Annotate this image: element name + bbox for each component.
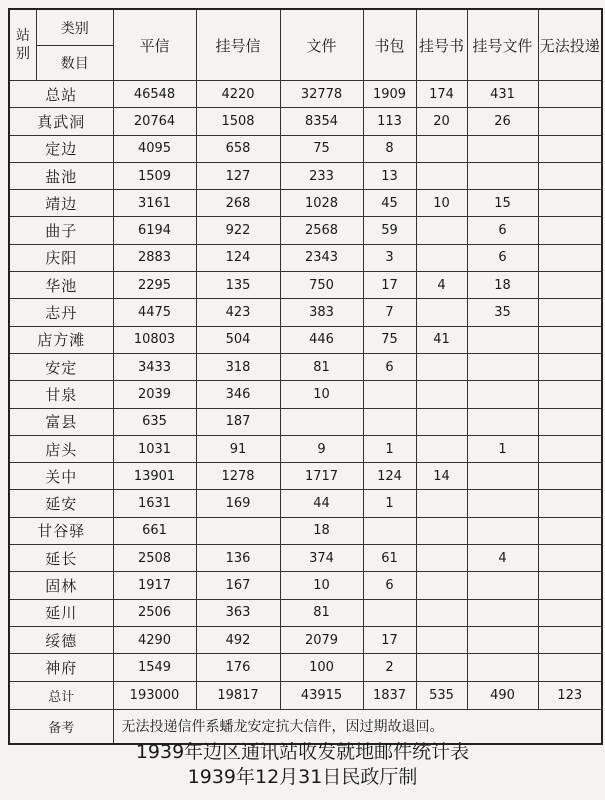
count-cell: 2506 [113,599,196,626]
count-cell [363,599,416,626]
count-cell: 8354 [280,108,363,135]
total-row [9,681,602,709]
count-cell: 1509 [113,162,196,189]
column-header: 挂号书 [416,9,467,81]
count-cell [538,572,602,599]
count-cell: 18 [467,272,538,299]
count-cell [416,408,467,435]
count-cell [538,135,602,162]
count-cell [467,572,538,599]
station-name-cell: 神府 [9,654,113,681]
count-cell: 1031 [113,435,196,462]
count-cell [538,654,602,681]
count-cell: 750 [280,272,363,299]
column-header: 挂号信 [196,9,280,81]
station-name-cell: 总站 [9,81,113,108]
count-cell: 446 [280,326,363,353]
caption-title: 1939年边区通讯站收发就地邮件统计表 [135,741,470,763]
table-row [9,599,602,626]
count-cell: 1278 [196,463,280,490]
count-cell: 4475 [113,299,196,326]
count-cell [416,654,467,681]
count-cell: 6 [363,353,416,380]
station-name-cell: 关中 [9,463,113,490]
count-cell: 136 [196,545,280,572]
station-name-cell: 绥德 [9,626,113,653]
count-cell [416,217,467,244]
station-name-cell: 庆阳 [9,244,113,271]
table-row [9,626,602,653]
count-cell: 492 [196,626,280,653]
count-cell: 1717 [280,463,363,490]
count-cell: 4220 [196,81,280,108]
station-name-cell: 曲子 [9,217,113,244]
count-cell [416,135,467,162]
count-cell: 3433 [113,353,196,380]
table-row [9,490,602,517]
count-cell: 233 [280,162,363,189]
statistics-sheet [8,8,600,736]
count-cell: 1508 [196,108,280,135]
count-cell: 135 [196,272,280,299]
count-cell: 20764 [113,108,196,135]
count-cell: 318 [196,353,280,380]
count-cell [416,545,467,572]
count-label: 数目 [60,55,89,72]
station-name-cell: 店头 [9,435,113,462]
count-cell: 504 [196,326,280,353]
count-cell: 13901 [113,463,196,490]
total-cell: 19817 [196,681,280,709]
table-row [9,81,602,108]
count-cell: 9 [280,435,363,462]
table-row [9,162,602,189]
count-cell: 174 [416,81,467,108]
count-cell [416,299,467,326]
count-cell [467,135,538,162]
table-row [9,244,602,271]
count-cell [416,244,467,271]
count-cell: 127 [196,162,280,189]
count-cell: 635 [113,408,196,435]
count-cell: 6 [467,244,538,271]
count-cell: 2568 [280,217,363,244]
table-row [9,654,602,681]
count-cell: 1 [467,435,538,462]
count-cell [538,326,602,353]
count-cell: 32778 [280,81,363,108]
count-cell: 2039 [113,381,196,408]
count-cell: 10803 [113,326,196,353]
station-name-cell: 延长 [9,545,113,572]
station-name-cell: 富县 [9,408,113,435]
table-row [9,326,602,353]
count-cell: 661 [113,517,196,544]
count-cell: 423 [196,299,280,326]
table-row [9,545,602,572]
total-cell: 1837 [363,681,416,709]
count-cell: 26 [467,108,538,135]
count-cell [467,599,538,626]
count-cell [538,272,602,299]
count-cell [467,517,538,544]
count-cell [538,626,602,653]
count-cell: 3161 [113,190,196,217]
category-label: 类别 [37,10,113,46]
count-cell [467,353,538,380]
count-cell: 1028 [280,190,363,217]
count-cell [416,162,467,189]
column-header: 书包 [363,9,416,81]
count-cell: 374 [280,545,363,572]
count-cell: 1917 [113,572,196,599]
station-name-cell: 固林 [9,572,113,599]
count-cell: 75 [280,135,363,162]
count-cell: 46548 [113,81,196,108]
station-name-cell: 志丹 [9,299,113,326]
count-cell [538,162,602,189]
count-cell: 4290 [113,626,196,653]
count-cell [538,435,602,462]
count-cell: 17 [363,272,416,299]
column-header: 挂号文件 [467,9,538,81]
count-cell: 1 [363,435,416,462]
count-cell [538,463,602,490]
count-cell [416,599,467,626]
count-cell: 922 [196,217,280,244]
count-cell [538,108,602,135]
count-cell: 6 [467,217,538,244]
count-cell [538,381,602,408]
table-row [9,353,602,380]
column-header: 平信 [113,9,196,81]
count-cell: 4 [416,272,467,299]
count-cell: 41 [416,326,467,353]
count-cell [538,545,602,572]
count-cell: 1 [363,490,416,517]
count-cell: 2 [363,654,416,681]
station-name-cell: 延安 [9,490,113,517]
header-row [9,9,602,81]
count-cell [467,408,538,435]
count-cell [467,326,538,353]
count-cell: 363 [196,599,280,626]
count-cell [538,217,602,244]
count-cell: 10 [280,381,363,408]
total-cell: 总计 [9,681,113,709]
caption-subtitle: 1939年12月31日民政厅制 [187,766,418,788]
table-row [9,381,602,408]
count-cell [467,162,538,189]
count-cell: 17 [363,626,416,653]
count-cell: 658 [196,135,280,162]
table-row [9,217,602,244]
count-cell: 124 [196,244,280,271]
count-cell: 176 [196,654,280,681]
count-cell [196,517,280,544]
count-cell [538,599,602,626]
table-row [9,517,602,544]
count-cell [280,408,363,435]
count-cell: 187 [196,408,280,435]
count-cell [416,353,467,380]
count-cell: 113 [363,108,416,135]
corner-header-cell [9,9,113,81]
count-cell [363,408,416,435]
count-cell: 100 [280,654,363,681]
count-cell [467,381,538,408]
count-cell [416,381,467,408]
count-cell: 268 [196,190,280,217]
count-cell [538,408,602,435]
count-cell: 61 [363,545,416,572]
count-cell: 431 [467,81,538,108]
count-cell: 4095 [113,135,196,162]
station-name-cell: 延川 [9,599,113,626]
count-cell [416,435,467,462]
station-name-cell: 甘谷驿 [9,517,113,544]
count-cell [467,654,538,681]
count-cell: 10 [280,572,363,599]
remark-text: 无法投递信件系蟠龙安定抗大信件，因过期故退回。 [113,709,602,744]
count-cell [538,81,602,108]
total-cell: 43915 [280,681,363,709]
count-cell: 2508 [113,545,196,572]
count-cell: 346 [196,381,280,408]
count-cell: 4 [467,545,538,572]
count-cell: 2343 [280,244,363,271]
count-cell: 2883 [113,244,196,271]
count-cell: 81 [280,599,363,626]
count-cell [538,353,602,380]
count-cell: 2079 [280,626,363,653]
table-row [9,272,602,299]
count-cell [538,490,602,517]
count-cell: 169 [196,490,280,517]
count-cell: 8 [363,135,416,162]
count-cell [538,299,602,326]
count-cell: 45 [363,190,416,217]
count-cell [416,572,467,599]
count-cell [363,517,416,544]
count-cell: 7 [363,299,416,326]
table-row [9,135,602,162]
count-cell: 44 [280,490,363,517]
total-cell: 193000 [113,681,196,709]
count-cell: 81 [280,353,363,380]
count-cell [416,626,467,653]
table-body [9,81,602,682]
total-cell: 123 [538,681,602,709]
count-cell: 167 [196,572,280,599]
station-name-cell: 店方滩 [9,326,113,353]
table-row [9,190,602,217]
count-cell [416,490,467,517]
station-name-cell: 真武洞 [9,108,113,135]
column-header: 文件 [280,9,363,81]
count-cell [538,244,602,271]
count-cell: 1631 [113,490,196,517]
count-cell [467,626,538,653]
count-cell: 91 [196,435,280,462]
station-name-cell: 靖边 [9,190,113,217]
count-cell [467,490,538,517]
count-cell: 1909 [363,81,416,108]
table-row [9,108,602,135]
count-cell: 3 [363,244,416,271]
count-cell: 75 [363,326,416,353]
count-cell: 2295 [113,272,196,299]
total-cell: 490 [467,681,538,709]
count-cell: 124 [363,463,416,490]
count-cell [416,517,467,544]
column-header: 无法投递 [538,9,602,81]
count-cell [363,381,416,408]
table-row [9,463,602,490]
count-cell [538,190,602,217]
total-cell: 535 [416,681,467,709]
count-cell: 59 [363,217,416,244]
station-name-cell: 定边 [9,135,113,162]
station-name-cell: 盐池 [9,162,113,189]
table-row [9,435,602,462]
count-cell: 20 [416,108,467,135]
count-cell: 10 [416,190,467,217]
remark-label: 备考 [9,709,113,744]
count-cell: 15 [467,190,538,217]
count-cell: 35 [467,299,538,326]
table-row [9,572,602,599]
station-name-cell: 甘泉 [9,381,113,408]
count-cell [538,517,602,544]
count-cell: 18 [280,517,363,544]
count-cell: 13 [363,162,416,189]
table-row [9,299,602,326]
station-label: 站别 [10,10,37,80]
station-name-cell: 安定 [9,353,113,380]
count-cell: 6194 [113,217,196,244]
count-cell: 6 [363,572,416,599]
mail-statistics-table [8,8,603,745]
count-cell: 383 [280,299,363,326]
count-cell: 1549 [113,654,196,681]
count-cell [467,463,538,490]
count-cell: 14 [416,463,467,490]
table-row [9,408,602,435]
station-name-cell: 华池 [9,272,113,299]
